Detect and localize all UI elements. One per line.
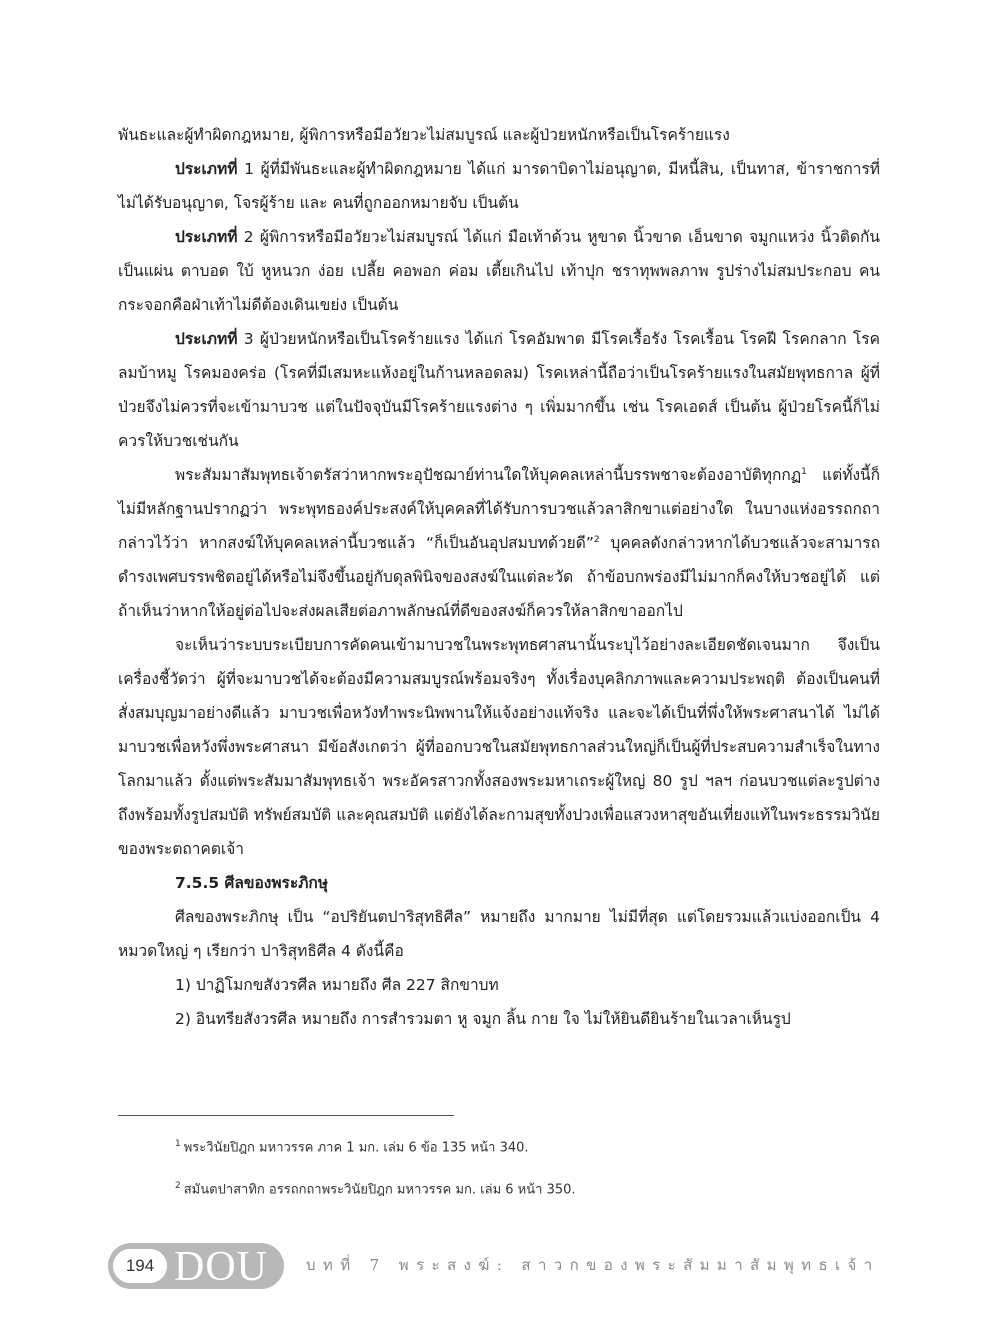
footnote-text: พระวินัยปิฎก มหาวรรค ภาค 1 มก. เล่ม 6 ข้อ 135 หน้า 340. xyxy=(183,1140,529,1156)
paragraph-type-2 xyxy=(118,220,880,322)
paragraph-intro: พันธะและผู้ทำผิดกฎหมาย, ผู้พิการหรือมีอวัยวะไม่สมบูรณ์ และผู้ป่วยหนักหรือเป็นโรคร้ายแรง xyxy=(118,126,730,144)
footnote-text: สมันตปาสาทิก อรรถกถาพระวินัยปิฎก มหาวรรค มก. เล่ม 6 หน้า 350. xyxy=(183,1182,576,1198)
list-item-precept-2: 2) อินทรียสังวรศีล หมายถึง การสำรวมตา หู จมูก ลิ้น กาย ใจ ไม่ให้ยินดียินร้ายในเวลาเห็นรูป xyxy=(175,1010,791,1028)
type-3-text: 3 ผู้ป่วยหนักหรือเป็นโรคร้ายแรง ได้แก่ โรคอัมพาต มีโรคเรื้อรัง โรคเรื้อน โรคฝี โรคกลาก โรคลมบ้าหมู โรคมองคร่อ (โรคที่มีเสมหะแห้งอยู่ในก้านหลอดลม) โรคเหล่านี้ถือว่าเป็นโรคร้ายแรงในสมัยพุทธกาล ผู้ที่ป่วยจึงไม่ควรที่จะเข้ามาบวช แต่ในปัจจุบันมีโรคร้ายแรงต่าง ๆ เพิ่มมากขึ้น เช่น โรคเอดส์ เป็นต้น ผู้ป่วยโรคนี้ก็ไม่ควรให้บวชเช่นกัน xyxy=(118,330,880,450)
paragraph-selection-system: จะเห็นว่าระบบระเบียบการคัดคนเข้ามาบวชในพระพุทธศาสนานั้นระบุไว้อย่างละเอียดชัดเจนมาก จึงเป็นเครื่องชี้วัดว่า ผู้ที่จะมาบวชได้จะต้องมีความสมบูรณ์พร้อมจริงๆ ทั้งเรื่องบุคลิกภาพและความประพฤติ ต้องเป็นคนที่สั่งสมบุญมาอย่างดีแล้ว มาบวชเพื่อหวังทำพระนิพพานให้แจ้งอย่างแท้จริง และจะได้เป็นที่พึ่งให้พระศาสนาได้ ไม่ได้มาบวชเพื่อหวังพึ่งพระศาสนา มีข้อสังเกตว่า ผู้ที่ออกบวชในสมัยพุทธกาลส่วนใหญ่ก็เป็นผู้ที่ประสบความสำเร็จในทางโลกมาแล้ว ตั้งแต่พระสัมมาสัมพุทธเจ้า พระอัครสาวกทั้งสองพระมหาเถระผู้ใหญ่ 80 รูป ฯลฯ ก่อนบวชแต่ละรูปต่างถึงพร้อมทั้งรูปสมบัติ ทรัพย์สมบัติ และคุณสมบัติ แต่ยังได้ละกามสุขทั้งปวงเพื่อแสวงหาสุขอันเที่ยงแท้ในพระธรรมวินัยของพระตถาคตเจ้า xyxy=(118,636,880,858)
ordination-rule-text-a: พระสัมมาสัมพุทธเจ้าตรัสว่าหากพระอุปัชฌาย์ท่านใดให้บุคคลเหล่านี้บรรพชาจะต้องอาบัติทุกกฏ xyxy=(175,466,802,484)
type-2-text: 2 ผู้พิการหรือมีอวัยวะไม่สมบูรณ์ ได้แก่ มือเท้าด้วน หูขาด นิ้วขาด เอ็นขาด จมูกแหว่ง นิ้วติดกันเป็นแผ่น ตาบอด ใบ้ หูหนวก ง่อย เปลี้ย คอพอก ค่อม เตี้ยเกินไป เท้าปุก ชราทุพพลภาพ รูปร่างไม่สมประกอบ คนกระจอกคือฝ่าเท้าไม่ดีต้องเดินเขย่ง เป็นต้น xyxy=(118,228,880,314)
page-body xyxy=(118,118,880,1036)
type-3-label: ประเภทที่ xyxy=(175,330,238,348)
page-badge xyxy=(108,1243,284,1289)
footnote-number: 1 xyxy=(175,1139,181,1149)
footnote-1 xyxy=(175,1132,880,1174)
paragraph-type-3 xyxy=(118,322,880,458)
type-1-label: ประเภทที่ xyxy=(175,160,238,178)
paragraph-ordination-rule xyxy=(118,458,880,628)
chapter-title: บทที่ 7 พระสงฆ์: สาวกของพระสัมมาสัมพุทธเจ้า xyxy=(306,1256,880,1274)
dou-logo: DOU xyxy=(174,1244,268,1290)
footnotes xyxy=(175,1132,880,1216)
paragraph-precepts: ศีลของพระภิกษุ เป็น “อปริยันตปาริสุทธิศีล” หมายถึง มากมาย ไม่มีที่สุด แต่โดยรวมแล้วแบ่งออกเป็น 4 หมวดใหญ่ ๆ เรียกว่า ปาริสุทธิศีล 4 ดังนี้คือ xyxy=(118,908,880,960)
list-item-precept-1: 1) ปาฏิโมกขสังวรศีล หมายถึง ศีล 227 สิกขาบท xyxy=(175,976,499,994)
footnote-2 xyxy=(175,1174,880,1216)
type-1-text: 1 ผู้ที่มีพันธะและผู้ทำผิดกฎหมาย ได้แก่ มารดาบิดาไม่อนุญาต, มีหนี้สิน, เป็นทาส, ข้าราชการที่ไม่ได้รับอนุญาต, โจรผู้ร้าย และ คนที่ถูกออกหมายจับ เป็นต้น xyxy=(118,160,880,212)
type-2-label: ประเภทที่ xyxy=(175,228,238,246)
ordination-rule-text-c: บุคคลดังกล่าวหากได้บวชแล้วจะสามารถดำรงเพศบรรพชิตอยู่ได้หรือไม่จึงขึ้นอยู่กับดุลพินิจของสงฆ์ในแต่ละวัด ถ้าข้อบกพร่องมีไม่มากก็คงให้บวชอยู่ได้ แต่ถ้าเห็นว่าหากให้อยู่ต่อไปจะส่งผลเสียต่อภาพลักษณ์ที่ดีของสงฆ์ก็ควรให้ลาสิกขาออกไป xyxy=(118,534,880,620)
page-number: 194 xyxy=(113,1249,167,1283)
footnote-ref-2[interactable]: 2 xyxy=(593,534,600,545)
section-heading: 7.5.5 ศีลของพระภิกษุ xyxy=(175,874,329,892)
footnote-ref-1[interactable]: 1 xyxy=(801,466,807,477)
footnote-divider xyxy=(118,1115,454,1116)
paragraph-type-1 xyxy=(118,152,880,220)
page-footer xyxy=(108,1243,888,1289)
footnote-number: 2 xyxy=(175,1181,181,1191)
ordination-rule-text-b: แต่ทั้งนี้ก็ไม่มีหลักฐานปรากฏว่า พระพุทธองค์ประสงค์ให้บุคคลที่ได้รับการบวชแล้วลาสิกขาแต่อย่างใด ในบางแห่งอรรถกถากล่าวไว้ว่า หากสงฆ์ให้บุคคลเหล่านี้บวชแล้ว “ก็เป็นอันอุปสมบทด้วยดี” xyxy=(118,466,880,552)
